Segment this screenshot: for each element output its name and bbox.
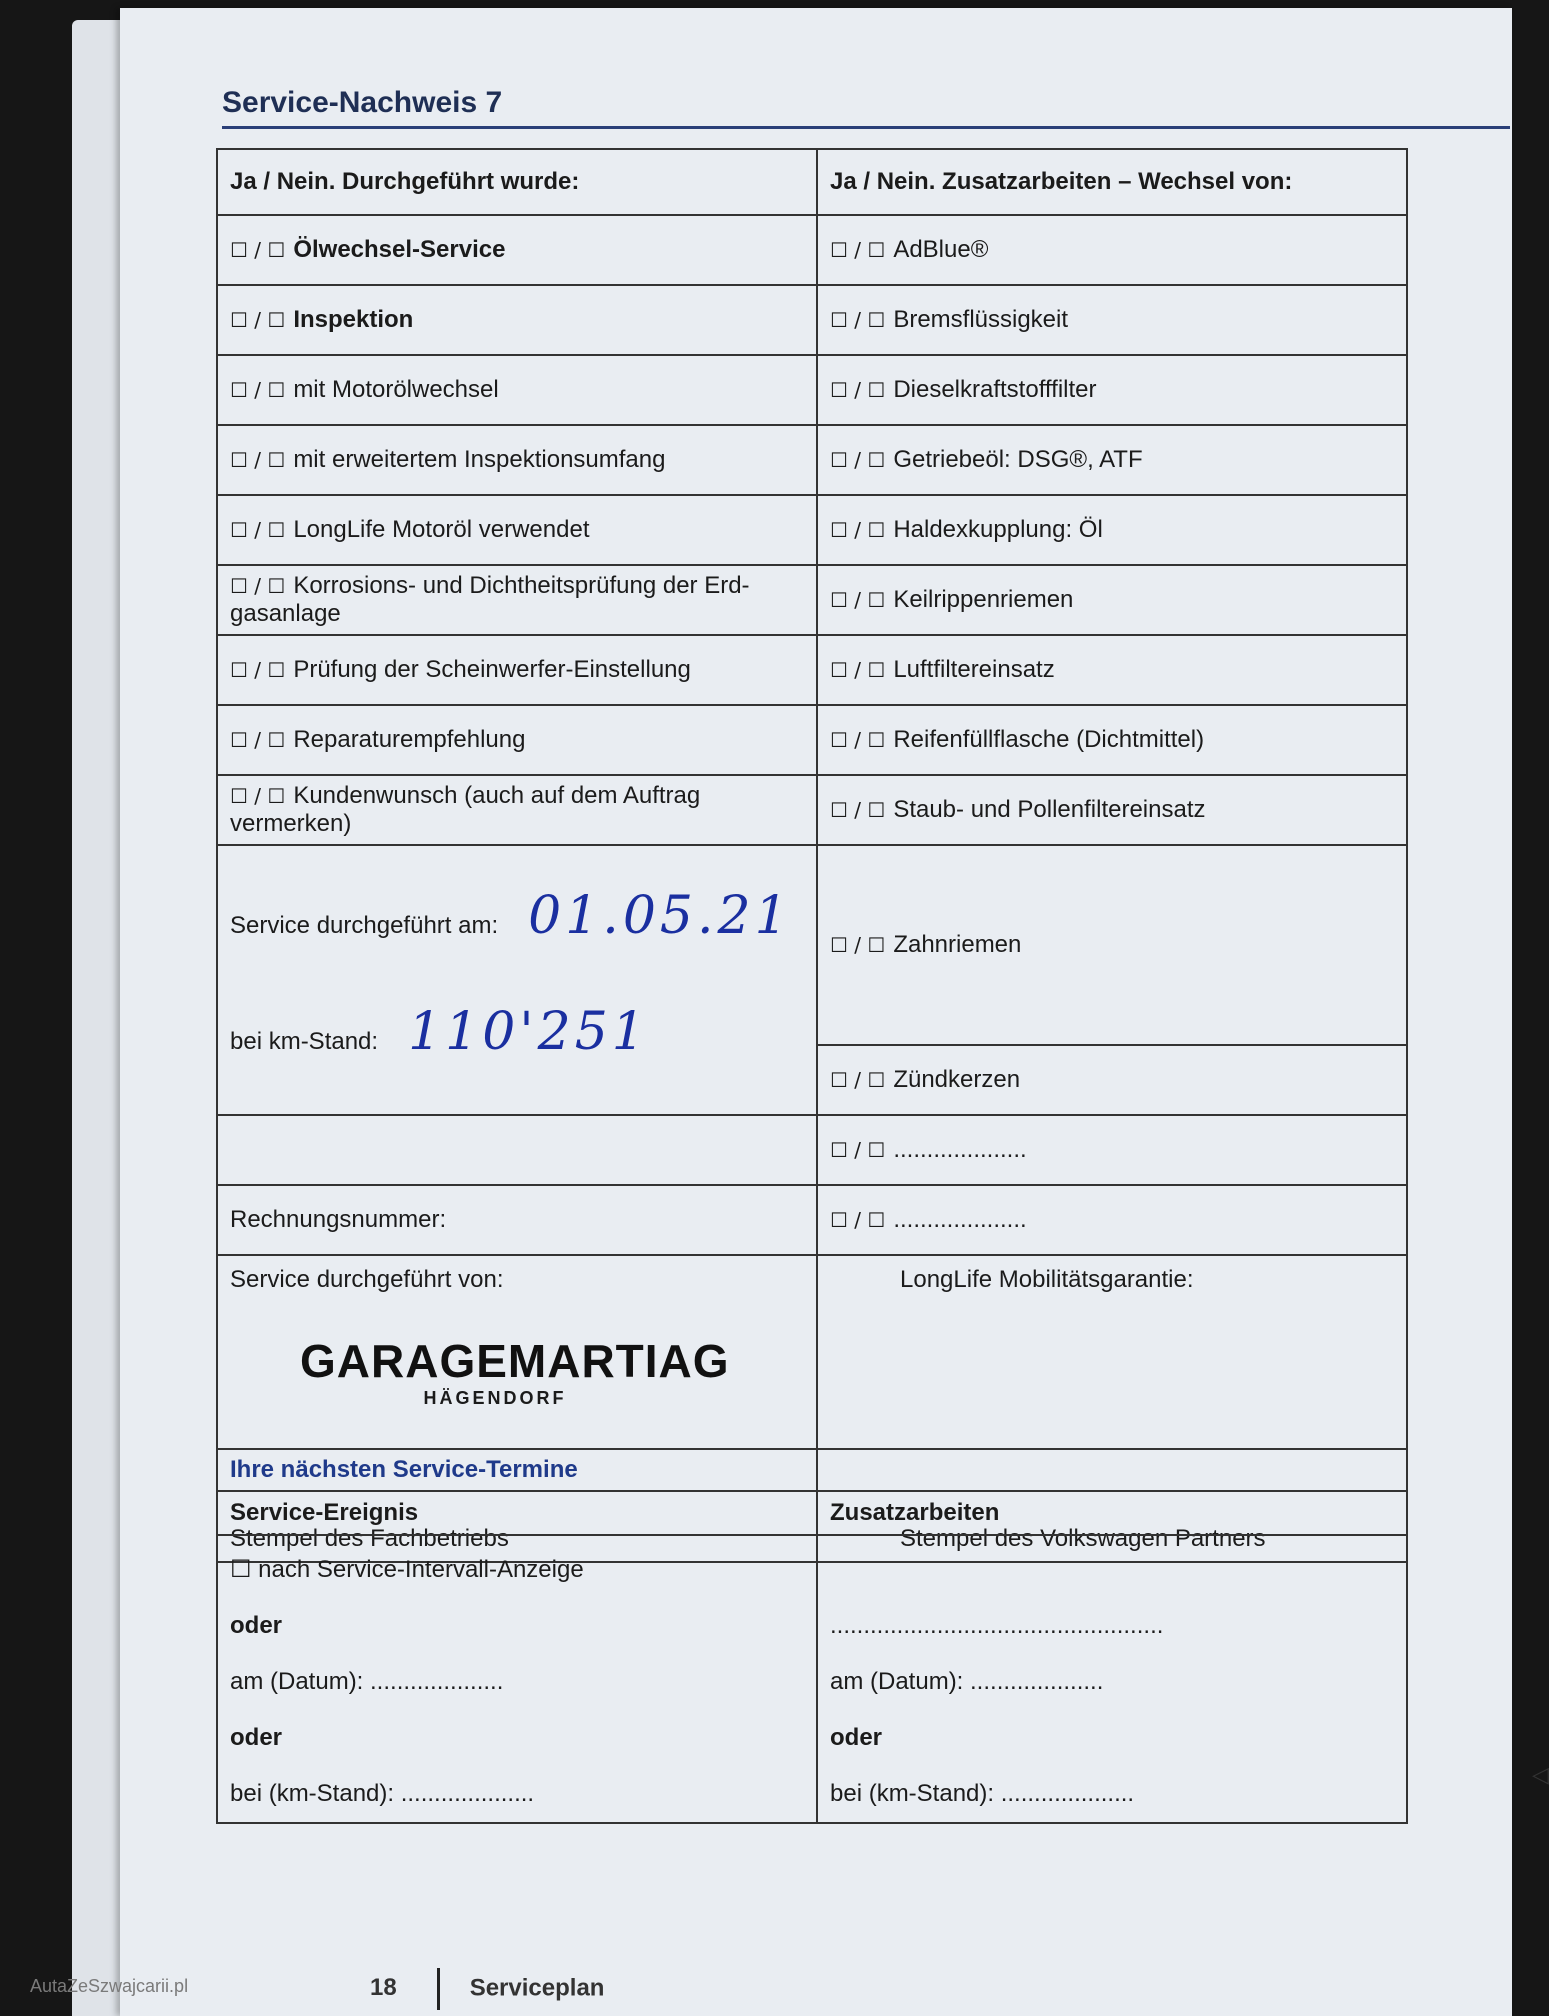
checkbox-pair[interactable]: ☐ / ☐ <box>230 574 286 598</box>
page-title: Service-Nachweis 7 <box>222 86 1510 129</box>
right-item <box>817 845 1407 1045</box>
right-item <box>817 565 1407 635</box>
left-item-label: mit Motorölwechsel <box>293 376 499 403</box>
checkbox-pair[interactable]: ☐ / ☐ <box>830 933 886 957</box>
right-item <box>817 1115 1407 1185</box>
right-item-label: Getriebeöl: DSG®, ATF <box>893 446 1143 473</box>
right-item <box>817 705 1407 775</box>
left-item <box>217 215 817 285</box>
left-item <box>217 425 817 495</box>
next-right-line: oder <box>830 1724 883 1751</box>
checkbox-pair[interactable]: ☐ / ☐ <box>830 448 886 472</box>
next-left-line: bei (km-Stand): .................... <box>230 1780 535 1807</box>
checkbox-pair[interactable]: ☐ / ☐ <box>830 658 886 682</box>
right-item-label: Zahnriemen <box>893 931 1022 958</box>
left-column-header: Ja / Nein. Durchgeführt wurde: <box>217 149 817 215</box>
stamp-right-caption: Stempel des Volkswagen Partners <box>900 1525 1266 1552</box>
left-item <box>217 705 817 775</box>
next-right-line: .................................................. <box>830 1612 1164 1639</box>
checklist-row <box>217 215 1407 285</box>
right-item-label: .................... <box>893 1206 1027 1233</box>
right-item-label: Dieselkraftstofffilter <box>893 376 1097 403</box>
right-item-label: Luftfiltereinsatz <box>893 656 1055 683</box>
watermark: AutaZeSzwajcarii.pl <box>30 1976 189 1996</box>
footer-divider <box>437 1968 440 2010</box>
checklist-row <box>217 635 1407 705</box>
checkbox-pair[interactable]: ☐ / ☐ <box>230 518 286 542</box>
next-left-line: oder <box>230 1724 283 1751</box>
checkbox-pair[interactable]: ☐ / ☐ <box>830 588 886 612</box>
page-footer <box>370 1968 604 2010</box>
next-right-line: am (Datum): .................... <box>830 1668 1104 1695</box>
left-item <box>217 565 817 635</box>
right-item-label: Bremsflüssigkeit <box>893 306 1069 333</box>
next-service-table <box>216 1448 1408 1824</box>
footer-section: Serviceplan <box>469 1974 605 2002</box>
left-item <box>217 775 817 845</box>
km-label: bei km-Stand: <box>230 1028 379 1055</box>
right-item <box>817 1185 1407 1255</box>
left-item-label: Ölwechsel-Service <box>293 236 506 263</box>
service-date-cell <box>217 845 817 1115</box>
checkbox-pair[interactable]: ☐ / ☐ <box>830 518 886 542</box>
invoice-label: Rechnungsnummer: <box>217 1185 817 1255</box>
left-item <box>217 355 817 425</box>
right-item <box>817 775 1407 845</box>
stamp-town: HÄGENDORF <box>423 1388 567 1408</box>
left-item-label: Reparaturempfehlung <box>293 726 526 753</box>
left-item-label: Kundenwunsch (auch auf dem Auftrag vermerken) <box>230 782 701 837</box>
next-service-title: Ihre nächsten Service-Termine <box>217 1449 1407 1491</box>
right-item-label: .................... <box>893 1136 1027 1163</box>
checkbox-pair[interactable]: ☐ / ☐ <box>830 308 886 332</box>
next-right-body <box>817 1535 1407 1823</box>
checkbox-pair[interactable]: ☐ / ☐ <box>230 784 286 808</box>
right-item <box>817 355 1407 425</box>
page-number: 18 <box>370 1974 397 2002</box>
right-item <box>817 495 1407 565</box>
right-item-label: AdBlue® <box>893 236 989 263</box>
checkbox-pair[interactable]: ☐ / ☐ <box>830 1208 886 1232</box>
checkbox-pair[interactable]: ☐ / ☐ <box>830 1068 886 1092</box>
checklist-row <box>217 705 1407 775</box>
service-by-label: Service durchgeführt von: <box>230 1266 504 1293</box>
right-item <box>817 425 1407 495</box>
checkbox-pair[interactable]: ☐ / ☐ <box>230 238 286 262</box>
left-item <box>217 285 817 355</box>
checkbox-pair[interactable]: ☐ / ☐ <box>830 378 886 402</box>
checklist-row <box>217 565 1407 635</box>
garage-stamp-logo <box>300 1334 804 1409</box>
left-item-label: Korrosions- und Dichtheitsprüfung der Erd-gasanlage <box>230 572 750 627</box>
checklist-row <box>217 425 1407 495</box>
next-left-line: am (Datum): .................... <box>230 1668 504 1695</box>
right-item <box>817 285 1407 355</box>
checkbox-pair[interactable]: ☐ / ☐ <box>230 378 286 402</box>
checklist-row <box>217 495 1407 565</box>
right-item-label: Keilrippenriemen <box>893 586 1074 613</box>
triangle-marker-icon: ◁ <box>1532 1762 1549 1787</box>
right-item-label: Haldexkupplung: Öl <box>893 516 1103 543</box>
checkbox-pair[interactable]: ☐ / ☐ <box>230 658 286 682</box>
service-date-handwritten: 01.05.21 <box>528 886 792 946</box>
next-left-line: oder <box>230 1612 283 1639</box>
checkbox-pair[interactable]: ☐ / ☐ <box>830 238 886 262</box>
right-column-header: Ja / Nein. Zusatzarbeiten – Wechsel von: <box>817 149 1407 215</box>
left-item-label: Inspektion <box>293 306 414 333</box>
service-date-label: Service durchgeführt am: <box>230 912 499 939</box>
checkbox-pair[interactable]: ☐ / ☐ <box>230 448 286 472</box>
left-item-label: LongLife Motoröl verwendet <box>293 516 590 543</box>
service-record-table <box>216 148 1408 1563</box>
left-item <box>217 495 817 565</box>
km-handwritten: 110'251 <box>408 1002 649 1062</box>
right-item <box>817 215 1407 285</box>
right-item-label: Staub- und Pollenfiltereinsatz <box>893 796 1206 823</box>
left-item-label: mit erweitertem Inspektionsumfang <box>293 446 666 473</box>
right-item <box>817 635 1407 705</box>
left-item-label: Prüfung der Scheinwerfer-Einstellung <box>293 656 691 683</box>
next-left-line: ☐ nach Service-Intervall-Anzeige <box>230 1556 584 1583</box>
longlife-label: LongLife Mobilitätsgarantie: <box>900 1266 1194 1293</box>
left-item <box>217 635 817 705</box>
right-item-label: Zündkerzen <box>893 1066 1021 1093</box>
booklet-page <box>120 8 1549 2016</box>
stamp-name: GARAGEMARTIAG <box>300 1335 730 1387</box>
checkbox-pair[interactable]: ☐ / ☐ <box>230 308 286 332</box>
right-item <box>817 1045 1407 1115</box>
checkbox-pair[interactable]: ☐ / ☐ <box>830 1138 886 1162</box>
checklist-row <box>217 775 1407 845</box>
invoice-cell <box>217 1115 817 1185</box>
checkbox-pair[interactable]: ☐ / ☐ <box>830 728 886 752</box>
right-item-label: Reifenfüllflasche (Dichtmittel) <box>893 726 1205 753</box>
next-left-body <box>217 1535 817 1823</box>
next-col-right-header: Zusatzarbeiten <box>817 1491 1407 1535</box>
checklist-row <box>217 285 1407 355</box>
next-right-line <box>830 1542 1394 1598</box>
checkbox-pair[interactable]: ☐ / ☐ <box>830 798 886 822</box>
next-col-left-header: Service-Ereignis <box>217 1491 817 1535</box>
next-right-line: bei (km-Stand): .................... <box>830 1780 1135 1807</box>
checklist-row <box>217 355 1407 425</box>
stamp-left-caption: Stempel des Fachbetriebs <box>230 1525 509 1552</box>
checkbox-pair[interactable]: ☐ / ☐ <box>230 728 286 752</box>
